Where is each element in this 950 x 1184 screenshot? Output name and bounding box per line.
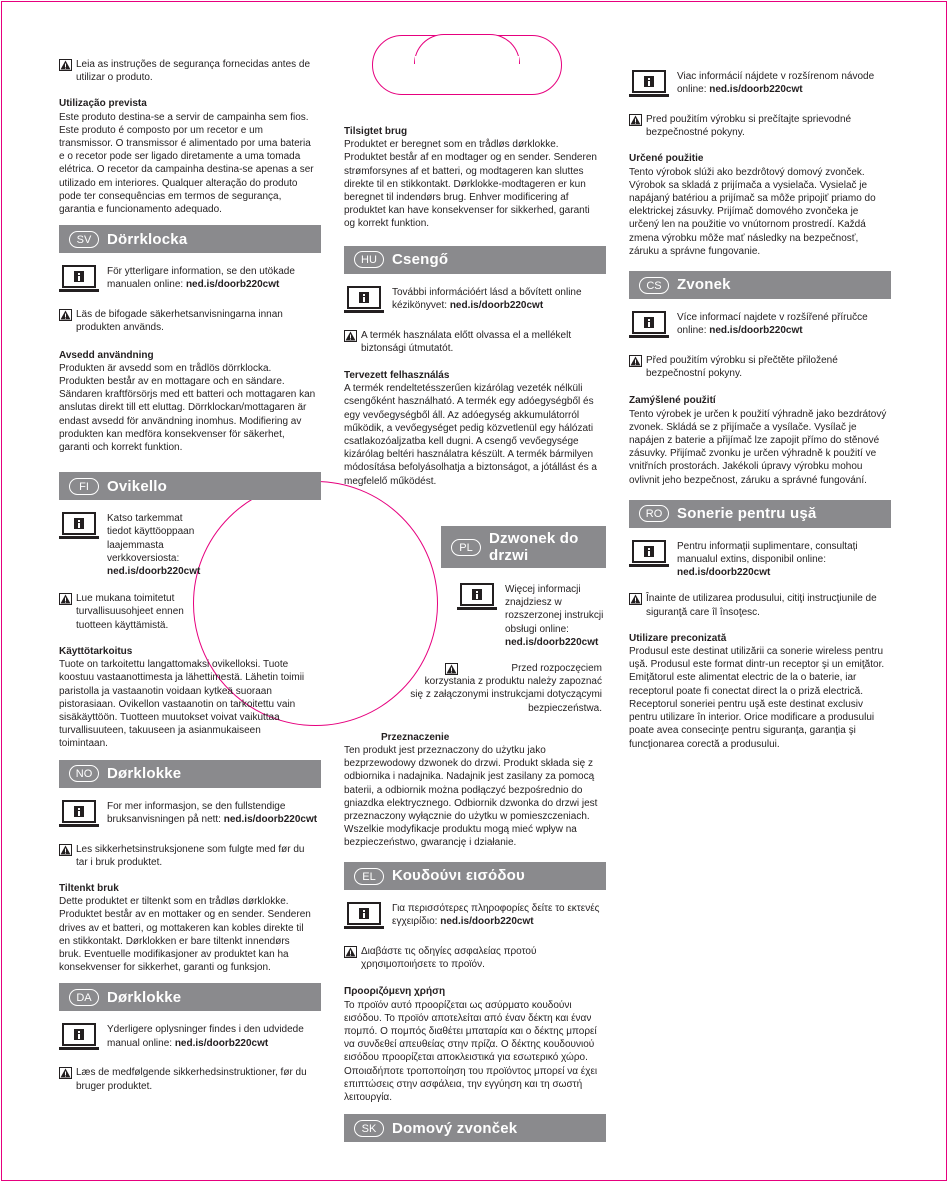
laptop-info-icon [629,311,669,341]
ro-use-text: Produsul este destinat utilizării ca sonerie wireless pentru uşă. Produsul este format dintr-un receptor şi un emiţător. Emiţătorul este alimentat electric de la o baterie, iar receptorul poate fi conectat direct la o priză electrică. Receptorul soneriei pentru uşă este destinat exclusiv pentru utilizare în interior. Orice modificare a produsului poate avea consecinţe pentru siguranţa, garanţia şi funcţionarea corectă a produsului. [629,646,885,750]
laptop-info-icon [59,512,99,542]
da-info: Yderligere oplysninger findes i den udvidede manual online: ned.is/doorb220cwt [59,1023,321,1053]
no-use-text: Dette produktet er tiltenkt som en trådløs dørklokke. Produktet består av en mottaker og en sender. Senderen drives av et batteri, og mottakeren kan kobles direkte til en stikkontakt. Dørklokken er bare tiltenkt innendørs bruk. Eventuelle modifikasjoner av produktet kan ha konsekvenser for sikkerhet, garanti og funksjon. [59,896,311,974]
da-header [59,983,321,1011]
ro-link[interactable]: ned.is/doorb220cwt [677,567,771,579]
ro-title: Sonerie pentru uşă [677,505,817,523]
da-title: Dørklokke [107,988,182,1006]
fi-use-text: Tuote on tarkoitettu langattomaksi ovikelloksi. Tuote koostuu vastaanottimesta ja lähettimestä. Lähetin toimii paristolla ja vastaanotin voidaan kytkeä suoraan pistorasiaan. Ovikellon vastaanotin on tarkoitettu vain sisäkäyttöön. Tuotteen muutokset voivat vaikuttaa turvallisuuteen, takuuseen ja asianmukaiseen toimintaan. [59,659,305,750]
cs-warning: Před použitím výrobku si přečtěte přiložené bezpečnostní pokyny. [629,354,891,380]
pt-use-title: Utilização prevista [59,98,147,110]
hu-info: További információért lásd a bővített online kézikönyvet: ned.is/doorb220cwt [344,286,606,316]
hu-title: Csengő [392,251,449,269]
fi-info: Katso tarkemmat tiedot käyttöoppaan laajemmasta verkkoversiosta: ned.is/doorb220cwt [59,512,321,578]
hu-code-badge: HU [354,251,384,268]
sv-warning: Läs de bifogade säkerhetsanvisningarna innan produkten används. [59,308,321,334]
pt-use-text: Este produto destina-se a servir de campainha sem fios. Este produto é composto por um recetor e um transmissor. O transmissor é alimentado por uma bateria e o recetor pode ser ligado diretamente a uma tomada elétrica. O recetor da campainha destina-se apenas a ser utilizado em interiores. Qualquer alteração do produto pode ter consequências em termos de segurança, garantia e funcionamento adequado. [59,111,314,216]
sv-title: Dörrklocka [107,230,188,248]
el-link[interactable]: ned.is/doorb220cwt [440,916,534,928]
da-link[interactable]: ned.is/doorb220cwt [174,1037,269,1049]
pt-warning: Leia as instruções de segurança fornecidas antes de utilizar o produto. [59,58,321,84]
sk-code-badge: SK [354,1120,384,1137]
cs-title: Zvonek [677,276,731,294]
warning-triangle-icon [344,330,357,342]
pl-header [441,526,606,568]
warning-triangle-icon [344,946,357,958]
sv-link[interactable]: ned.is/doorb220cwt [185,279,280,291]
ro-info: Pentru informații suplimentare, consultați manualul extins, disponibil online: ned.is/doorb220cwt [629,540,891,580]
sv-use-title: Avsedd användning [59,349,154,361]
el-use-title: Προοριζόμενη χρήση [344,986,446,998]
el-header [344,862,606,890]
no-warning: Les sikkerhetsinstruksjonene som fulgte med før du tar i bruk produktet. [59,843,321,869]
sv-info: För ytterligare information, se den utökade manualen online: ned.is/doorb220cwt [59,265,321,295]
fi-warning: Lue mukana toimitetut turvallisuusohjeet ennen tuotteen käyttämistä. [59,592,321,632]
laptop-info-icon [629,70,669,100]
fi-link[interactable]: ned.is/doorb220cwt [107,566,201,578]
no-link[interactable]: ned.is/doorb220cwt [223,813,318,825]
el-info: Για περισσότερες πληροφορίες δείτε το εκτενές εγχειρίδιο: ned.is/doorb220cwt [344,902,606,932]
no-use-title: Tiltenkt bruk [59,882,119,894]
laptop-info-icon [629,540,669,570]
ro-code-badge: RO [639,505,669,522]
laptop-info-icon [457,583,497,613]
sk-header [344,1114,606,1142]
da-use-title: Tilsigtet brug [344,126,408,137]
da-code-badge: DA [69,989,99,1006]
no-header [59,760,321,788]
el-code-badge: EL [354,868,384,885]
warning-triangle-icon [59,1067,72,1079]
el-warning: Διαβάστε τις οδηγίες ασφαλείας προτού χρησιμοποιήσετε το προϊόν. [344,945,606,971]
sk-use-text: Tento výrobok slúži ako bezdrôtový domový zvonček. Výrobok sa skladá z prijímača a vysielača. Vysielač je napájaný batériou a prijímač sa môže pripojiť priamo do elektrickej zásuvky. Prijímač domového zvončeka je určený len na použitie vo vnútornom prostredí. Každá zmena výrobku môže mať následky na bezpečnosť, záruku a správne fungovanie. [629,166,876,257]
hu-header [344,246,606,274]
no-title: Dørklokke [107,764,182,782]
laptop-info-icon [344,902,384,932]
laptop-info-icon [59,265,99,295]
sv-use-text: Produkten är avsedd som en trådlös dörrklocka. Produkten består av en mottagare och en sändare. Sändaren kraftförsörjs med ett batteri och mottagaren kan anslutas direkt till ett eluttag. Dörrklockan/mottagaren är endast avsedd för användning inomhus. Modifiering av produkten kan medföra konsekvenser för säkerhet, garanti och korrekt funktion. [59,362,316,454]
cs-use-text: Tento výrobek je určen k použití výhradně jako bezdrátový zvonek. Skládá se z přijímače a vysílače. Vysílač je napájen z baterie a přijímač lze zapojit přímo do stěnové zásuvky. Přijímač zvonku je určen výhradně k použití ve vnitřních prostorách. Jakékoli úpravy výrobku mohou ovlivnit jeho bezpečnost, záruku a správné fungování. [629,408,887,486]
da-use-text: Produktet er beregnet som en trådløs dørklokke. Produktet består af en modtager og en sender. Senderen strømforsynes af et batteri, og modtageren kan sluttes direkte til en stikkontakt. Dørklokke-modtageren er kun beregnet til indendørs brug. Enhver modificering af produktet kan have konsekvenser for sikkerhed, garanti og korrekt funktion. [344,139,597,230]
warning-triangle-icon [59,593,72,605]
column-middle-top [344,125,606,488]
hu-warning: A termék használata előtt olvassa el a mellékelt biztonsági útmutatót. [344,329,606,355]
sk-use-title: Určené použitie [629,153,704,165]
sk-title: Domový zvonček [392,1119,518,1137]
laptop-info-icon [59,1023,99,1053]
ro-use-title: Utilizare preconizată [629,632,727,644]
pl-use-title: Przeznaczenie [381,732,450,743]
el-title: Κουδούνι εισόδου [392,867,525,885]
sv-header [59,225,321,253]
cs-info: Více informací najdete v rozšířené příručce online: ned.is/doorb220cwt [629,311,891,341]
cs-code-badge: CS [639,277,669,294]
cs-header [629,271,891,299]
pl-code-badge: PL [451,539,481,556]
warning-triangle-icon [629,114,642,126]
fi-header [59,472,321,500]
sk-info: Viac informácií nájdete v rozšírenom návode online: ned.is/doorb220cwt [629,70,891,100]
fi-title: Ovikello [107,477,167,495]
cs-link[interactable]: ned.is/doorb220cwt [709,325,803,337]
fi-use-title: Käyttötarkoitus [59,645,133,657]
laptop-info-icon [344,286,384,316]
warning-triangle-icon [629,355,642,367]
el-use-text: Το προϊόν αυτό προορίζεται ως ασύρματο κουδούνι εισόδου. Το προϊόν αποτελείται από έναν δέκτη και έναν πομπό. Ο πομπός διαθέτει μπαταρία και ο δέκτης μπορεί να συνδεθεί απευθείας στην πρίζα. Ο δέκτης κουδουνιού εισόδου προορίζεται αποκλειστικά για εσωτερικό χώρο. Οποιαδήποτε τροποποίηση του προϊόντος μπορεί να έχει επιπτώσεις στην ασφάλεια, την εγγύηση και τη σωστή λειτουργία. [344,999,598,1104]
hu-use-text: A termék rendeltetésszerűen kizárólag vezeték nélküli csengőként használható. A termék egy adóegységből és egy vevőegységből áll. Az adóegység akkumulátorról működik, a vevőegységet pedig közvetlenül egy hálózati csatlakozóaljzatba kell dugni. A csengő vevőegysége kizárólag beltéri használatra készült. A termék bármilyen módosítása befolyásolhatja a biztonságot, a jótállást és a megfelelő működést. [344,383,597,487]
no-info: For mer informasjon, se den fullstendige bruksanvisningen på nett: ned.is/doorb220cwt [59,800,321,830]
pl-link[interactable]: ned.is/doorb220cwt [505,636,599,648]
column-right [629,70,891,751]
pl-title: Dzwonek do drzwi [489,530,579,564]
pl-info: Więcej informacji znajdziesz w rozszerzonej instrukcji obsługi online: ned.is/doorb220cwt [457,583,605,649]
pl-warning-text: Przed rozpoczęciem korzystania z produktu należy zapoznać się z załączonymi instrukcjami dotyczącymi bezpieczeństwa. [410,663,602,714]
sk-link[interactable]: ned.is/doorb220cwt [709,84,803,96]
fi-code-badge: FI [69,478,99,495]
sv-code-badge: SV [69,231,99,248]
hu-link[interactable]: ned.is/doorb220cwt [449,299,544,311]
warning-triangle-icon [629,593,642,605]
pl-use-text: Ten produkt jest przeznaczony do użytku jako bezprzewodowy dzwonek do drzwi. Produkt składa się z odbiornika i nadajnika. Nadajnik jest zasilany za pomocą baterii, a odbiornik można podłączyć bezpośrednio do gniazdka elektrycznego. Odbiornik dzwonka do drzwi jest przeznaczony wyłącznie do użytku w pomieszczeniach. Wszelkie modyfikacje produktu mogą mieć wpływ na bezpieczeństwo, gwarancję i działanie. [344,745,598,849]
sk-warning: Pred použitím výrobku si prečítajte sprievodné bezpečnostné pokyny. [629,113,891,139]
column-left [59,58,321,1093]
cs-use-title: Zamýšlené použití [629,395,716,407]
laptop-info-icon [59,800,99,830]
ro-warning: Înainte de utilizarea produsului, citiţi instrucţiunile de siguranţă care îl însoţesc. [629,592,891,618]
ro-header [629,500,891,528]
da-warning: Læs de medfølgende sikkerhedsinstruktioner, før du bruger produktet. [59,1066,321,1092]
warning-triangle-icon [59,844,72,856]
no-code-badge: NO [69,765,99,782]
column-middle-bottom [344,862,606,1142]
warning-triangle-icon [59,59,72,71]
warning-triangle-icon [59,309,72,321]
hu-use-title: Tervezett felhasználás [344,370,450,382]
